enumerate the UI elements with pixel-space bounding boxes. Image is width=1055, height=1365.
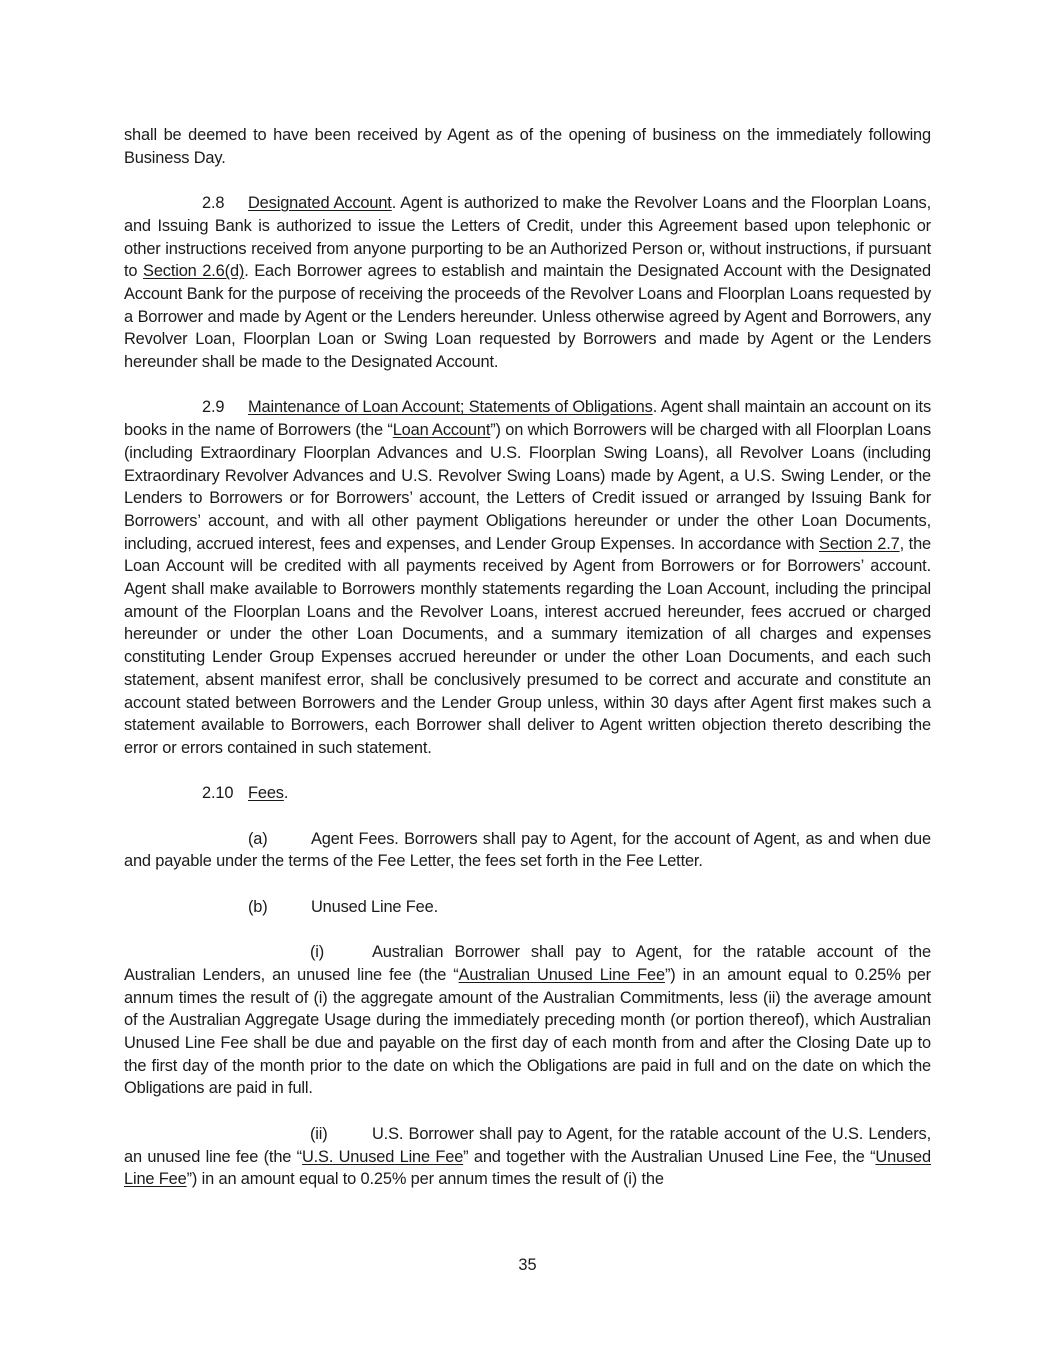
defined-term: U.S. Unused Line Fee (301, 1147, 464, 1166)
subsection-b-i: (i) Australian Borrower shall pay to Agent, for the ratable account of the Australian Lenders, an unused line fee (the “Australian Unused Line Fee”) in an amount equal to 0.25% per annum times the result of (i) the aggregate amount of the Australian Commitments, less (ii) the average amount of the Australian Aggregate Usage during the immediately preceding month (or portion thereof), which Australian Unused Line Fee shall be due and payable on the first day of each month from and after the Closing Date up to the first day of the month prior to the date on which the Obligations are paid in full and on the date on which the Obligations are paid in full. (124, 943, 931, 1098)
section-title: Maintenance of Loan Account; Statements of Obligations (248, 398, 653, 417)
cross-reference: Section 2.7 (819, 534, 900, 553)
subsection-b: (b) Unused Line Fee. (124, 896, 931, 919)
subsection-label: (a) (248, 829, 268, 848)
section-number: 2.10 (202, 784, 234, 803)
section-number: 2.8 (202, 194, 225, 213)
section-title: Designated Account (248, 194, 392, 213)
cross-reference: Section 2.6(d) (143, 262, 245, 281)
defined-term: Loan Account (392, 421, 491, 440)
continuation-paragraph: shall be deemed to have been received by Agent as of the opening of business on the immediately following Business Day. (124, 126, 931, 167)
section-title: Fees (248, 784, 284, 803)
subsection-label: (b) (248, 897, 268, 916)
defined-term: Australian Unused Line Fee (458, 965, 665, 984)
document-body (124, 124, 931, 1191)
section-2-10: 2.10 Fees. (124, 782, 931, 805)
defined-term: Unused Line Fee (124, 1147, 931, 1189)
clause-label: (ii) (310, 1124, 328, 1143)
section-2-8: 2.8 Designated Account. Agent is authorized to make the Revolver Loans and the Floorplan Loans, and Issuing Bank is authorized to issue the Letters of Credit, under this Agreement based upon telephonic or other instructions received from anyone purporting to be an Authorized Person or, without instructions, if pursuant to Section 2.6(d). Each Borrower agrees to establish and maintain the Designated Account with the Designated Account Bank for the purpose of receiving the proceeds of the Revolver Loans and Floorplan Loans requested by a Borrower and made by Agent or the Lenders hereunder. Unless otherwise agreed by Agent and Borrowers, any Revolver Loan, Floorplan Loan or Swing Loan requested by Borrowers and made by Agent or the Lenders hereunder shall be made to the Designated Account. (124, 194, 931, 372)
section-number: 2.9 (202, 398, 225, 417)
subsection-a: (a) Agent Fees. Borrowers shall pay to Agent, for the account of Agent, as and when due and payable under the terms of the Fee Letter, the fees set forth in the Fee Letter. (124, 829, 931, 871)
subsection-b-ii: (ii) U.S. Borrower shall pay to Agent, for the ratable account of the U.S. Lenders, an unused line fee (the “U.S. Unused Line Fee” and together with the Australian Unused Line Fee, the “Unused Line Fee”) in an amount equal to 0.25% per annum times the result of (i) the (124, 1124, 931, 1189)
page-number: 35 (518, 1256, 537, 1274)
clause-label: (i) (310, 943, 325, 962)
section-2-9: 2.9 Maintenance of Loan Account; Statements of Obligations. Agent shall maintain an account on its books in the name of Borrowers (the “Loan Account”) on which Borrowers will be charged with all Floorplan Loans (including Extraordinary Floorplan Advances and U.S. Floorplan Swing Loans), all Revolver Loans (including Extraordinary Revolver Advances and U.S. Revolver Swing Loans) made by Agent, a U.S. Swing Lender, or the Lenders to Borrowers or for Borrowers’ account, the Letters of Credit issued or arranged by Issuing Bank for Borrowers’ account, and with all other payment Obligations hereunder or under the other Loan Documents, including, accrued interest, fees and expenses, and Lender Group Expenses. In accordance with Section 2.7, the Loan Account will be credited with all payments received by Agent from Borrowers or for Borrowers’ account. Agent shall make available to Borrowers monthly statements regarding the Loan Account, including the principal amount of the Floorplan Loans and the Revolver Loans, interest accrued hereunder, fees accrued or charged hereunder or under the other Loan Documents, and a summary itemization of all charges and expenses constituting Lender Group Expenses accrued hereunder or under the other Loan Documents, and each such statement, absent manifest error, shall be conclusively presumed to be correct and accurate and constitute an account stated between Borrowers and the Lender Group unless, within 30 days after Agent first makes such a statement available to Borrowers, each Borrower shall deliver to Agent written objection thereto describing the error or errors contained in such statement. (124, 398, 931, 757)
